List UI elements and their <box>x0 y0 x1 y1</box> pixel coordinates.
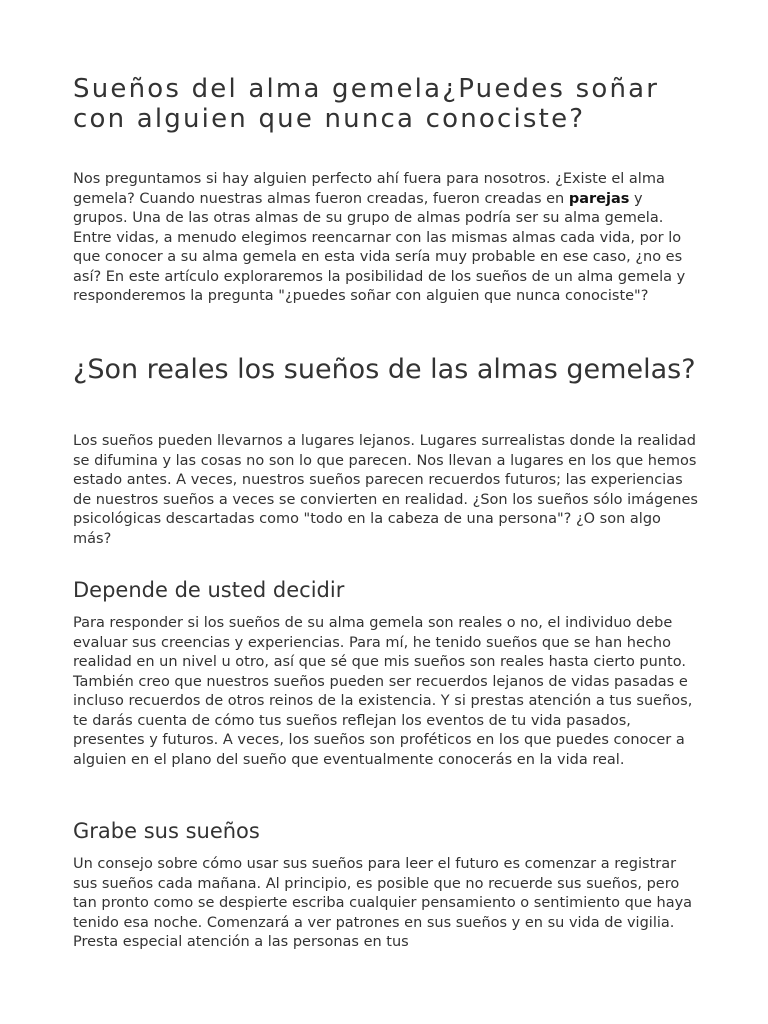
intro-bold-link[interactable]: parejas <box>568 190 630 207</box>
intro-text-start: Nos preguntamos si hay alguien perfecto ahí fuera para nosotros. ¿Existe el alma gemela? Cuando nuestras almas fueron creadas, fueron creadas en <box>73 171 665 207</box>
section-paragraph-almas-gemelas: Los sueños pueden llevarnos a lugares lejanos. Lugares surrealistas donde la realidad se difumina y las cosas no son lo que parecen. Nos llevan a lugares en los que hemos estado antes. A veces, nuestros sueños parecen recuerdos futuros; las experiencias de nuestros sueños a veces se convierten en realidad. ¿Son los sueños sólo imágenes psicológicas descartadas como "todo en la cabeza de una persona"? ¿O son algo más? <box>73 433 698 547</box>
section-heading-almas-gemelas: ¿Son reales los sueños de las almas gemelas? <box>73 354 696 385</box>
intro-paragraph <box>73 170 698 307</box>
article-title: Sueños del alma gemela¿Puedes soñar con alguien que nunca conociste? <box>73 74 660 134</box>
section-paragraph-grabe: Un consejo sobre cómo usar sus sueños para leer el futuro es comenzar a registrar sus sueños cada mañana. Al principio, es posible que no recuerde sus sueños, pero tan pronto como se despierte escriba cualquier pensamiento o sentimiento que haya tenido esa noche. Comenzará a ver patrones en sus sueños y en su vida de vigilia. Presta especial atención a las personas en tus <box>73 856 693 950</box>
section-paragraph-decidir: Para responder si los sueños de su alma gemela son reales o no, el individuo debe evaluar sus creencias y experiencias. Para mí, he tenido sueños que se han hecho realidad en un nivel u otro, así que sé que mis sueños son reales hasta cierto punto. También creo que nuestros sueños pueden ser recuerdos lejanos de vidas pasadas e incluso recuerdos de otros reinos de la existencia. Y si prestas atención a tus sueños, te darás cuenta de cómo tus sueños reflejan los eventos de tu vida pasados, presentes y futuros. A veces, los sueños son proféticos en los que puedes conocer a alguien en el plano del sueño que eventualmente conocerás en la vida real. <box>73 615 693 768</box>
section-heading-decidir: Depende de usted decidir <box>73 578 345 602</box>
intro-text-end: y grupos. Una de las otras almas de su grupo de almas podría ser su alma gemela. Entre vidas, a menudo elegimos reencarnar con las mismas almas cada vida, por lo que conocer a su alma gemela en esta vida sería muy probable en ese caso, ¿no es así? En este artículo exploraremos la posibilidad de los sueños de un alma gemela y responderemos la pregunta "¿puedes soñar con alguien que nunca conociste"? <box>73 190 686 304</box>
section-heading-grabe: Grabe sus sueños <box>73 819 260 843</box>
